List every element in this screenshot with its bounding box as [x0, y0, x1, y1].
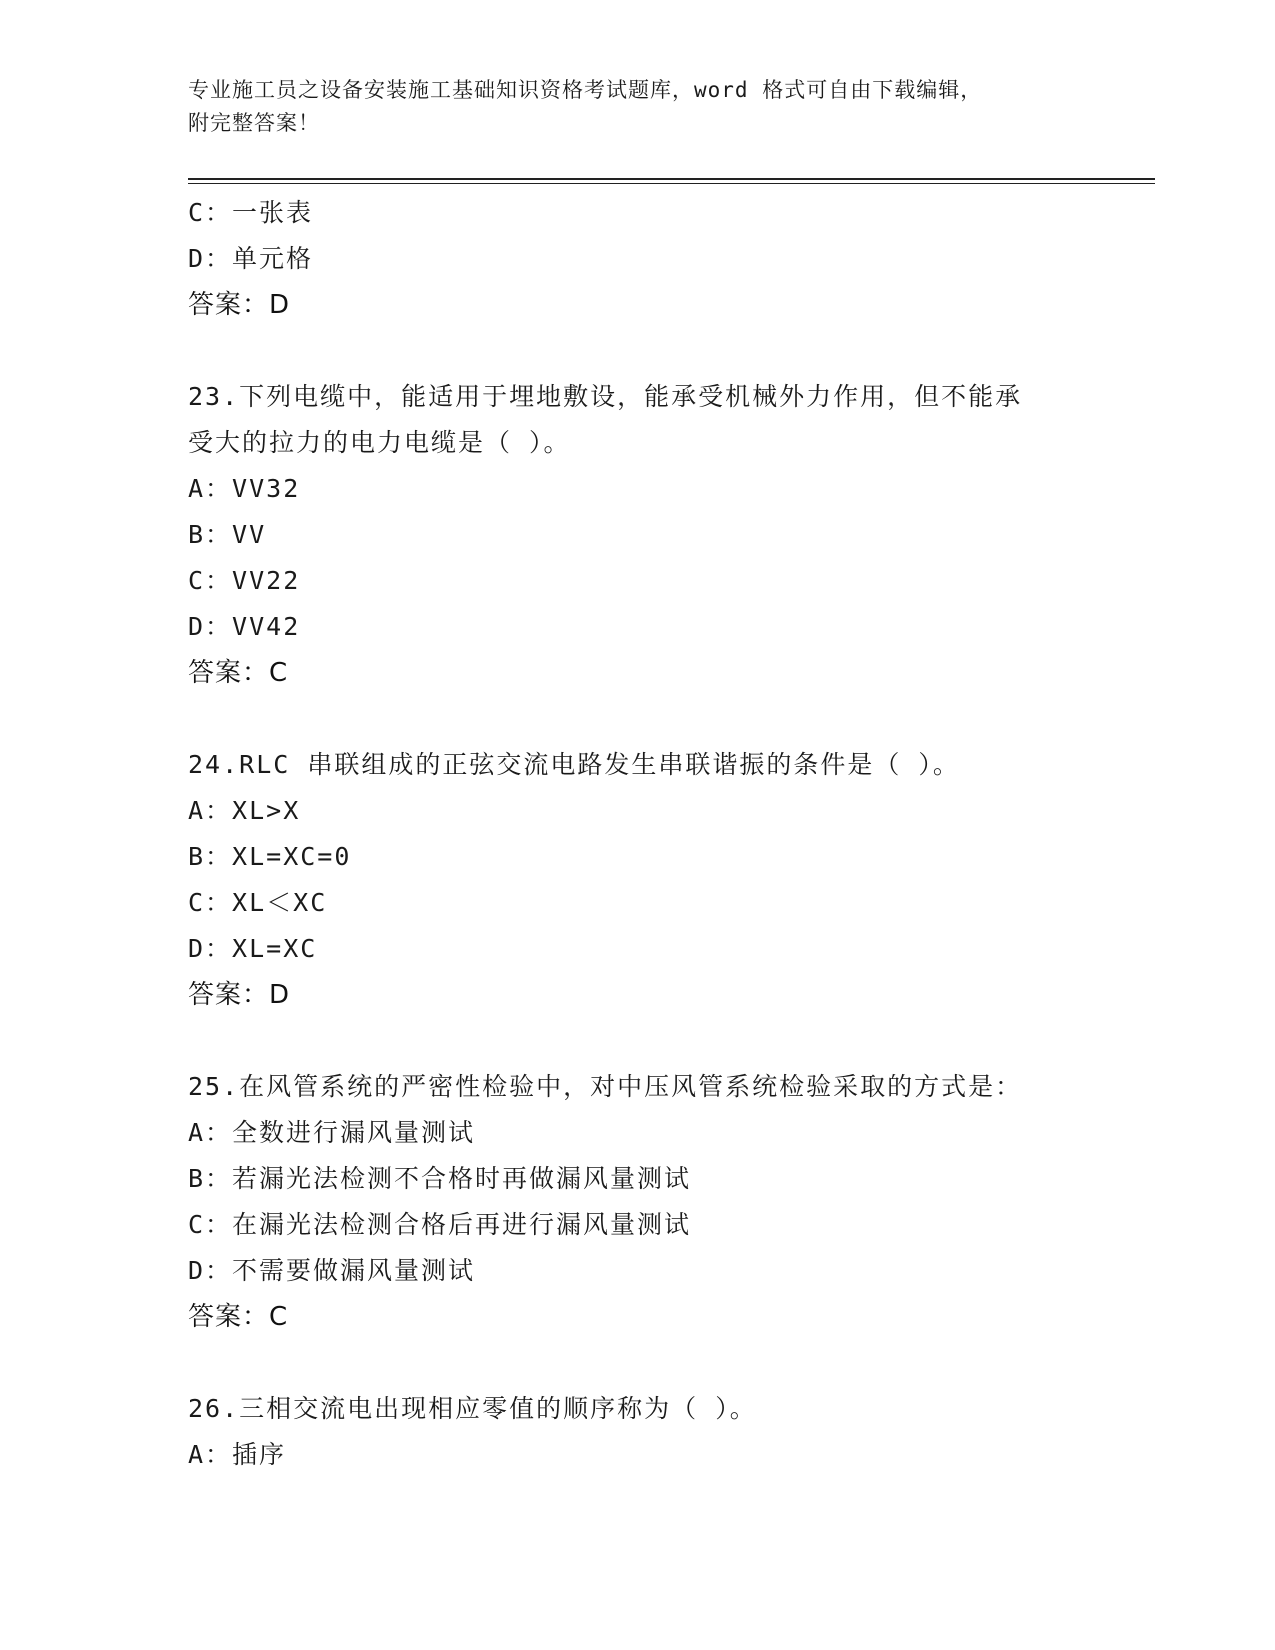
question-block-22-continued — [188, 190, 1128, 328]
question-stem-line: 25.在风管系统的严密性检验中，对中压风管系统检验采取的方式是： — [188, 1072, 1023, 1101]
option-d: D：单元格 — [188, 244, 314, 273]
answer-line: 答案：C — [188, 658, 289, 688]
option-a: A：插序 — [188, 1440, 287, 1469]
header-divider-thick — [188, 178, 1155, 180]
option-c: C：XL＜XC — [188, 888, 328, 917]
spacer — [188, 1340, 1128, 1386]
question-content — [188, 190, 1128, 1478]
option-b: B：若漏光法检测不合格时再做漏风量测试 — [188, 1164, 692, 1193]
option-c: C：一张表 — [188, 198, 314, 227]
option-a: A：全数进行漏风量测试 — [188, 1118, 476, 1147]
spacer — [188, 328, 1128, 374]
answer-line: 答案：D — [188, 980, 291, 1010]
option-a: A：XL>X — [188, 796, 301, 825]
answer-line: 答案：C — [188, 1302, 289, 1332]
header-line-2: 附完整答案！ — [188, 111, 320, 135]
option-c: C：VV22 — [188, 566, 301, 595]
question-stem-line: 23.下列电缆中，能适用于埋地敷设，能承受机械外力作用，但不能承 — [188, 382, 1023, 411]
option-c: C：在漏光法检测合格后再进行漏风量测试 — [188, 1210, 692, 1239]
option-d: D：VV42 — [188, 612, 301, 641]
option-d: D：XL=XC — [188, 934, 318, 963]
question-block-26 — [188, 1386, 1128, 1478]
question-stem-line: 26.三相交流电出现相应零值的顺序称为（ ）。 — [188, 1394, 757, 1423]
spacer — [188, 696, 1128, 742]
header-line-1: 专业施工员之设备安装施工基础知识资格考试题库，word 格式可自由下载编辑， — [188, 78, 983, 102]
header-divider-thin — [188, 183, 1155, 184]
question-stem-line: 24.RLC 串联组成的正弦交流电路发生串联谐振的条件是（ ）。 — [188, 750, 960, 779]
answer-line: 答案：D — [188, 290, 291, 320]
document-header — [188, 74, 1088, 140]
option-d: D：不需要做漏风量测试 — [188, 1256, 476, 1285]
spacer — [188, 1018, 1128, 1064]
question-block-25 — [188, 1064, 1128, 1340]
option-a: A：VV32 — [188, 474, 301, 503]
question-block-23 — [188, 374, 1128, 696]
option-b: B：XL=XC=0 — [188, 842, 352, 871]
option-b: B：VV — [188, 520, 267, 549]
question-stem-line: 受大的拉力的电力电缆是（ ）。 — [188, 428, 571, 457]
question-block-24 — [188, 742, 1128, 1018]
